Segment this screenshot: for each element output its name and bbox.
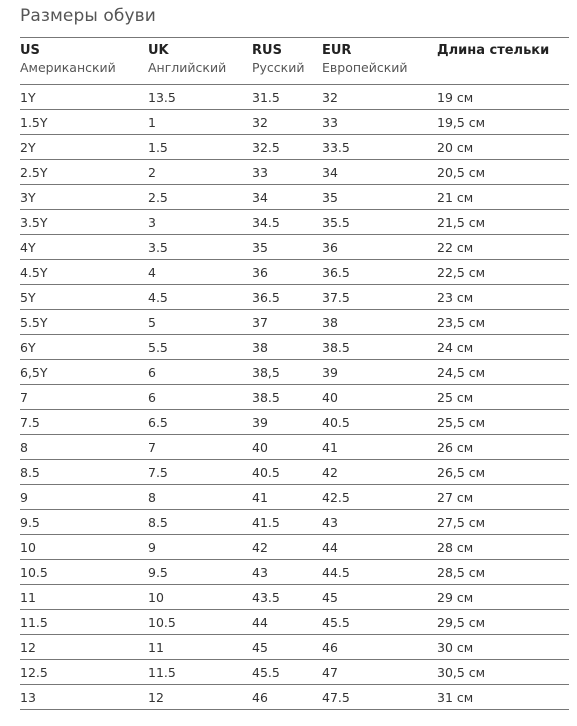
cell-insole-length: 27 см <box>437 485 569 510</box>
cell-us: 9 <box>20 485 148 510</box>
cell-rus: 36 <box>252 260 322 285</box>
cell-us: 1.5Y <box>20 110 148 135</box>
column-code: EUR <box>322 43 352 58</box>
cell-insole-length: 31 см <box>437 685 569 710</box>
cell-eur: 33 <box>322 110 437 135</box>
cell-insole-length: 24,5 см <box>437 360 569 385</box>
cell-us: 10.5 <box>20 560 148 585</box>
cell-insole-length: 29 см <box>437 585 569 610</box>
cell-rus: 42 <box>252 535 322 560</box>
cell-us: 6Y <box>20 335 148 360</box>
table-row <box>20 635 569 660</box>
cell-us: 4.5Y <box>20 260 148 285</box>
cell-uk: 6 <box>148 360 252 385</box>
cell-eur: 37.5 <box>322 285 437 310</box>
cell-rus: 41 <box>252 485 322 510</box>
table-row <box>20 535 569 560</box>
cell-us: 8 <box>20 435 148 460</box>
cell-insole-length: 20 см <box>437 135 569 160</box>
cell-uk: 6 <box>148 385 252 410</box>
cell-eur: 44.5 <box>322 560 437 585</box>
cell-rus: 45 <box>252 635 322 660</box>
cell-eur: 33.5 <box>322 135 437 160</box>
cell-uk: 10 <box>148 585 252 610</box>
cell-insole-length: 23 см <box>437 285 569 310</box>
cell-rus: 40 <box>252 435 322 460</box>
cell-insole-length: 25,5 см <box>437 410 569 435</box>
cell-rus: 45.5 <box>252 660 322 685</box>
cell-insole-length: 22 см <box>437 235 569 260</box>
table-row <box>20 560 569 585</box>
table-header-row <box>20 38 569 85</box>
cell-insole-length: 29,5 см <box>437 610 569 635</box>
cell-insole-length: 26,5 см <box>437 460 569 485</box>
cell-insole-length: 23,5 см <box>437 310 569 335</box>
cell-rus: 40.5 <box>252 460 322 485</box>
cell-us: 11 <box>20 585 148 610</box>
cell-rus: 41.5 <box>252 510 322 535</box>
cell-rus: 43.5 <box>252 585 322 610</box>
cell-rus: 34.5 <box>252 210 322 235</box>
cell-us: 3Y <box>20 185 148 210</box>
cell-uk: 1.5 <box>148 135 252 160</box>
cell-us: 7.5 <box>20 410 148 435</box>
cell-eur: 44 <box>322 535 437 560</box>
table-row <box>20 410 569 435</box>
page-title: Размеры обуви <box>20 6 156 26</box>
cell-rus: 44 <box>252 610 322 635</box>
cell-eur: 38 <box>322 310 437 335</box>
cell-uk: 10.5 <box>148 610 252 635</box>
cell-uk: 13.5 <box>148 85 252 110</box>
cell-insole-length: 21,5 см <box>437 210 569 235</box>
table-row <box>20 385 569 410</box>
cell-uk: 11 <box>148 635 252 660</box>
column-full-name: Американский <box>20 60 116 75</box>
cell-uk: 2 <box>148 160 252 185</box>
cell-rus: 34 <box>252 185 322 210</box>
cell-eur: 32 <box>322 85 437 110</box>
table-row <box>20 485 569 510</box>
cell-uk: 12 <box>148 685 252 710</box>
cell-insole-length: 19 см <box>437 85 569 110</box>
cell-uk: 1 <box>148 110 252 135</box>
table-row <box>20 210 569 235</box>
cell-us: 11.5 <box>20 610 148 635</box>
cell-eur: 40 <box>322 385 437 410</box>
cell-eur: 45.5 <box>322 610 437 635</box>
cell-eur: 46 <box>322 635 437 660</box>
column-header-insole-length <box>437 38 569 85</box>
cell-us: 5Y <box>20 285 148 310</box>
cell-insole-length: 27,5 см <box>437 510 569 535</box>
cell-eur: 36.5 <box>322 260 437 285</box>
cell-uk: 9 <box>148 535 252 560</box>
cell-rus: 31.5 <box>252 85 322 110</box>
table-body <box>20 85 569 710</box>
table-row <box>20 585 569 610</box>
cell-rus: 33 <box>252 160 322 185</box>
cell-rus: 38,5 <box>252 360 322 385</box>
cell-rus: 37 <box>252 310 322 335</box>
cell-eur: 36 <box>322 235 437 260</box>
column-full-name: Английский <box>148 60 227 75</box>
table-row <box>20 135 569 160</box>
cell-rus: 43 <box>252 560 322 585</box>
cell-insole-length: 28,5 см <box>437 560 569 585</box>
cell-us: 13 <box>20 685 148 710</box>
table-row <box>20 235 569 260</box>
cell-us: 10 <box>20 535 148 560</box>
table-row <box>20 460 569 485</box>
table-row <box>20 335 569 360</box>
cell-eur: 47.5 <box>322 685 437 710</box>
cell-insole-length: 28 см <box>437 535 569 560</box>
cell-eur: 43 <box>322 510 437 535</box>
cell-us: 2.5Y <box>20 160 148 185</box>
cell-us: 7 <box>20 385 148 410</box>
column-code: US <box>20 43 40 58</box>
column-code: RUS <box>252 43 282 58</box>
cell-insole-length: 30 см <box>437 635 569 660</box>
table-row <box>20 435 569 460</box>
cell-eur: 47 <box>322 660 437 685</box>
cell-rus: 35 <box>252 235 322 260</box>
cell-insole-length: 26 см <box>437 435 569 460</box>
cell-uk: 7 <box>148 435 252 460</box>
table-row <box>20 285 569 310</box>
cell-rus: 36.5 <box>252 285 322 310</box>
cell-eur: 42 <box>322 460 437 485</box>
cell-us: 4Y <box>20 235 148 260</box>
cell-rus: 32 <box>252 110 322 135</box>
cell-us: 9.5 <box>20 510 148 535</box>
cell-us: 1Y <box>20 85 148 110</box>
cell-uk: 5 <box>148 310 252 335</box>
cell-rus: 32.5 <box>252 135 322 160</box>
cell-insole-length: 25 см <box>437 385 569 410</box>
cell-uk: 11.5 <box>148 660 252 685</box>
cell-uk: 4 <box>148 260 252 285</box>
table-row <box>20 310 569 335</box>
cell-uk: 6.5 <box>148 410 252 435</box>
cell-us: 2Y <box>20 135 148 160</box>
cell-eur: 45 <box>322 585 437 610</box>
cell-eur: 35.5 <box>322 210 437 235</box>
cell-eur: 34 <box>322 160 437 185</box>
cell-rus: 38 <box>252 335 322 360</box>
column-full-name: Русский <box>252 60 305 75</box>
cell-uk: 8.5 <box>148 510 252 535</box>
cell-insole-length: 20,5 см <box>437 160 569 185</box>
column-code: UK <box>148 43 169 58</box>
column-header-us <box>20 38 148 85</box>
cell-us: 5.5Y <box>20 310 148 335</box>
table-row <box>20 685 569 710</box>
cell-us: 3.5Y <box>20 210 148 235</box>
cell-uk: 4.5 <box>148 285 252 310</box>
cell-rus: 38.5 <box>252 385 322 410</box>
table-row <box>20 160 569 185</box>
cell-insole-length: 30,5 см <box>437 660 569 685</box>
cell-insole-length: 22,5 см <box>437 260 569 285</box>
cell-us: 12 <box>20 635 148 660</box>
cell-us: 12.5 <box>20 660 148 685</box>
cell-uk: 8 <box>148 485 252 510</box>
cell-eur: 41 <box>322 435 437 460</box>
column-code: Длина стельки <box>437 43 550 58</box>
column-header-uk <box>148 38 252 85</box>
cell-eur: 40.5 <box>322 410 437 435</box>
table-row <box>20 260 569 285</box>
cell-uk: 3.5 <box>148 235 252 260</box>
table-row <box>20 610 569 635</box>
cell-eur: 42.5 <box>322 485 437 510</box>
cell-rus: 46 <box>252 685 322 710</box>
cell-us: 8.5 <box>20 460 148 485</box>
cell-insole-length: 19,5 см <box>437 110 569 135</box>
table-row <box>20 110 569 135</box>
cell-eur: 39 <box>322 360 437 385</box>
shoe-size-table <box>20 37 569 710</box>
cell-insole-length: 24 см <box>437 335 569 360</box>
cell-insole-length: 21 см <box>437 185 569 210</box>
table-row <box>20 510 569 535</box>
cell-uk: 9.5 <box>148 560 252 585</box>
cell-rus: 39 <box>252 410 322 435</box>
column-header-rus <box>252 38 322 85</box>
cell-uk: 2.5 <box>148 185 252 210</box>
cell-us: 6,5Y <box>20 360 148 385</box>
table-row <box>20 185 569 210</box>
table-row <box>20 660 569 685</box>
column-full-name: Европейский <box>322 60 408 75</box>
table-row <box>20 85 569 110</box>
column-header-eur <box>322 38 437 85</box>
table-row <box>20 360 569 385</box>
cell-uk: 5.5 <box>148 335 252 360</box>
cell-uk: 7.5 <box>148 460 252 485</box>
cell-eur: 35 <box>322 185 437 210</box>
cell-uk: 3 <box>148 210 252 235</box>
cell-eur: 38.5 <box>322 335 437 360</box>
